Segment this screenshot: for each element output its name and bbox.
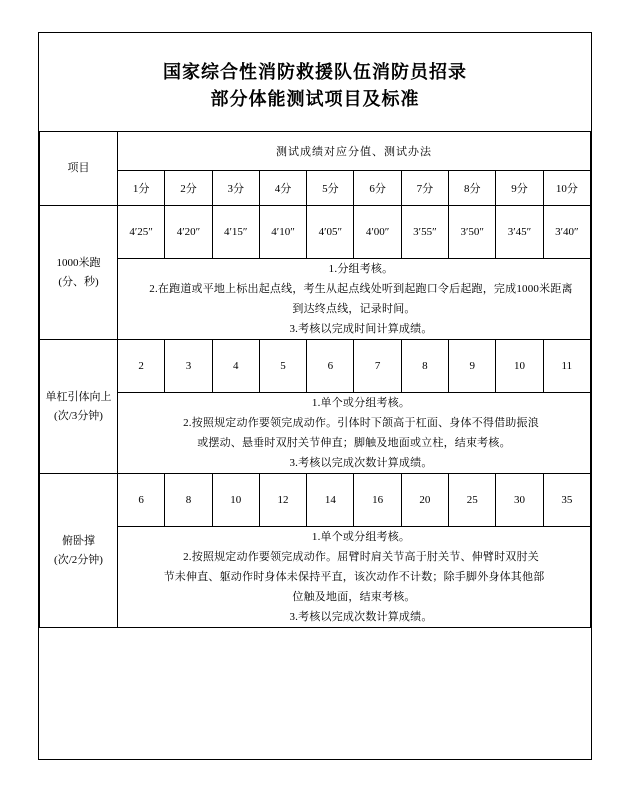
row-1-value-7: 8	[401, 340, 448, 393]
row-name-2	[40, 474, 118, 628]
score-header-4: 4分	[259, 171, 306, 206]
row-2-desc-line-1: 2.按照规定动作要领完成动作。屈臂时肩关节高于肘关节、伸臂时双肘关	[183, 551, 539, 563]
table-row-desc	[40, 259, 591, 340]
header-item-label: 项目	[40, 132, 118, 206]
row-name-line-0-1: (分、秒)	[58, 275, 99, 288]
row-1-value-5: 6	[307, 340, 354, 393]
title-line-2: 部分体能测试项目及标准	[210, 89, 420, 109]
row-1-desc-line-1: 2.按照规定动作要领完成动作。引体时下颌高于杠面、身体不得借助振浪	[183, 417, 539, 429]
score-header-2: 2分	[165, 171, 212, 206]
score-header-1: 1分	[118, 171, 165, 206]
row-name-line-1-1: (次/3分钟)	[54, 409, 103, 422]
row-name-line-1-0: 单杠引体向上	[45, 390, 112, 403]
row-name-1	[40, 340, 118, 474]
score-header-10: 10分	[543, 171, 590, 206]
row-0-desc-line-3: 3.考核以完成时间计算成绩。	[289, 323, 433, 335]
row-name-line-2-1: (次/2分钟)	[54, 553, 103, 566]
row-2-desc-line-3: 位触及地面，结束考核。	[292, 591, 416, 603]
score-header-8: 8分	[449, 171, 496, 206]
document-sheet	[38, 32, 592, 760]
row-1-value-9: 10	[496, 340, 543, 393]
row-2-value-5: 14	[307, 474, 354, 527]
score-header-5: 5分	[307, 171, 354, 206]
document-title	[39, 33, 591, 131]
row-1-value-8: 9	[449, 340, 496, 393]
table-header-row-scores	[40, 171, 591, 206]
row-1-desc-line-2: 或摆动、悬垂时双肘关节伸直；脚触及地面或立柱，结束考核。	[197, 437, 511, 449]
row-2-value-2: 8	[165, 474, 212, 527]
row-2-desc-line-2: 节未伸直、躯动作时身体未保持平直，该次动作不计数；除手脚外身体其他部	[163, 571, 545, 583]
score-header-7: 7分	[401, 171, 448, 206]
row-2-description	[118, 527, 591, 628]
row-2-value-10: 35	[543, 474, 590, 527]
row-2-value-3: 10	[212, 474, 259, 527]
table-row	[40, 206, 591, 259]
row-1-description	[118, 393, 591, 474]
row-0-desc-line-1: 2.在跑道或平地上标出起点线，考生从起点线处听到起跑口令后起跑，完成1000米距离	[149, 283, 573, 295]
standards-table	[39, 131, 591, 628]
row-2-value-7: 20	[401, 474, 448, 527]
row-name-0	[40, 206, 118, 340]
score-header-3: 3分	[212, 171, 259, 206]
table-row-desc	[40, 393, 591, 474]
row-0-value-4: 4′10″	[259, 206, 306, 259]
score-header-9: 9分	[496, 171, 543, 206]
row-0-description	[118, 259, 591, 340]
header-group-label: 测试成绩对应分值、测试办法	[118, 132, 591, 171]
table-row	[40, 474, 591, 527]
row-0-desc-line-0: 1.分组考核。	[328, 263, 394, 275]
row-1-value-10: 11	[543, 340, 590, 393]
row-name-line-0-0: 1000米跑	[56, 256, 101, 269]
title-line-1: 国家综合性消防救援队伍消防员招录	[163, 62, 467, 82]
row-2-value-4: 12	[259, 474, 306, 527]
row-0-value-3: 4′15″	[212, 206, 259, 259]
table-header-row-group	[40, 132, 591, 171]
row-1-value-4: 5	[259, 340, 306, 393]
row-0-value-6: 4′00″	[354, 206, 401, 259]
row-0-value-1: 4′25″	[118, 206, 165, 259]
row-0-desc-line-2: 到达终点线，记录时间。	[292, 303, 416, 315]
row-2-value-6: 16	[354, 474, 401, 527]
row-0-value-10: 3′40″	[543, 206, 590, 259]
row-2-value-1: 6	[118, 474, 165, 527]
score-header-6: 6分	[354, 171, 401, 206]
row-1-value-2: 3	[165, 340, 212, 393]
row-1-value-3: 4	[212, 340, 259, 393]
row-2-desc-line-4: 3.考核以完成次数计算成绩。	[289, 611, 433, 623]
row-0-value-9: 3′45″	[496, 206, 543, 259]
table-row	[40, 340, 591, 393]
row-1-desc-line-3: 3.考核以完成次数计算成绩。	[289, 457, 433, 469]
row-2-value-8: 25	[449, 474, 496, 527]
row-2-value-9: 30	[496, 474, 543, 527]
row-name-line-2-0: 俯卧撑	[62, 534, 95, 547]
row-1-desc-line-0: 1.单个或分组考核。	[311, 397, 411, 409]
row-0-value-8: 3′50″	[449, 206, 496, 259]
row-1-value-6: 7	[354, 340, 401, 393]
table-row-desc	[40, 527, 591, 628]
row-0-value-2: 4′20″	[165, 206, 212, 259]
row-0-value-7: 3′55″	[401, 206, 448, 259]
row-2-desc-line-0: 1.单个或分组考核。	[311, 531, 411, 543]
row-0-value-5: 4′05″	[307, 206, 354, 259]
row-1-value-1: 2	[118, 340, 165, 393]
